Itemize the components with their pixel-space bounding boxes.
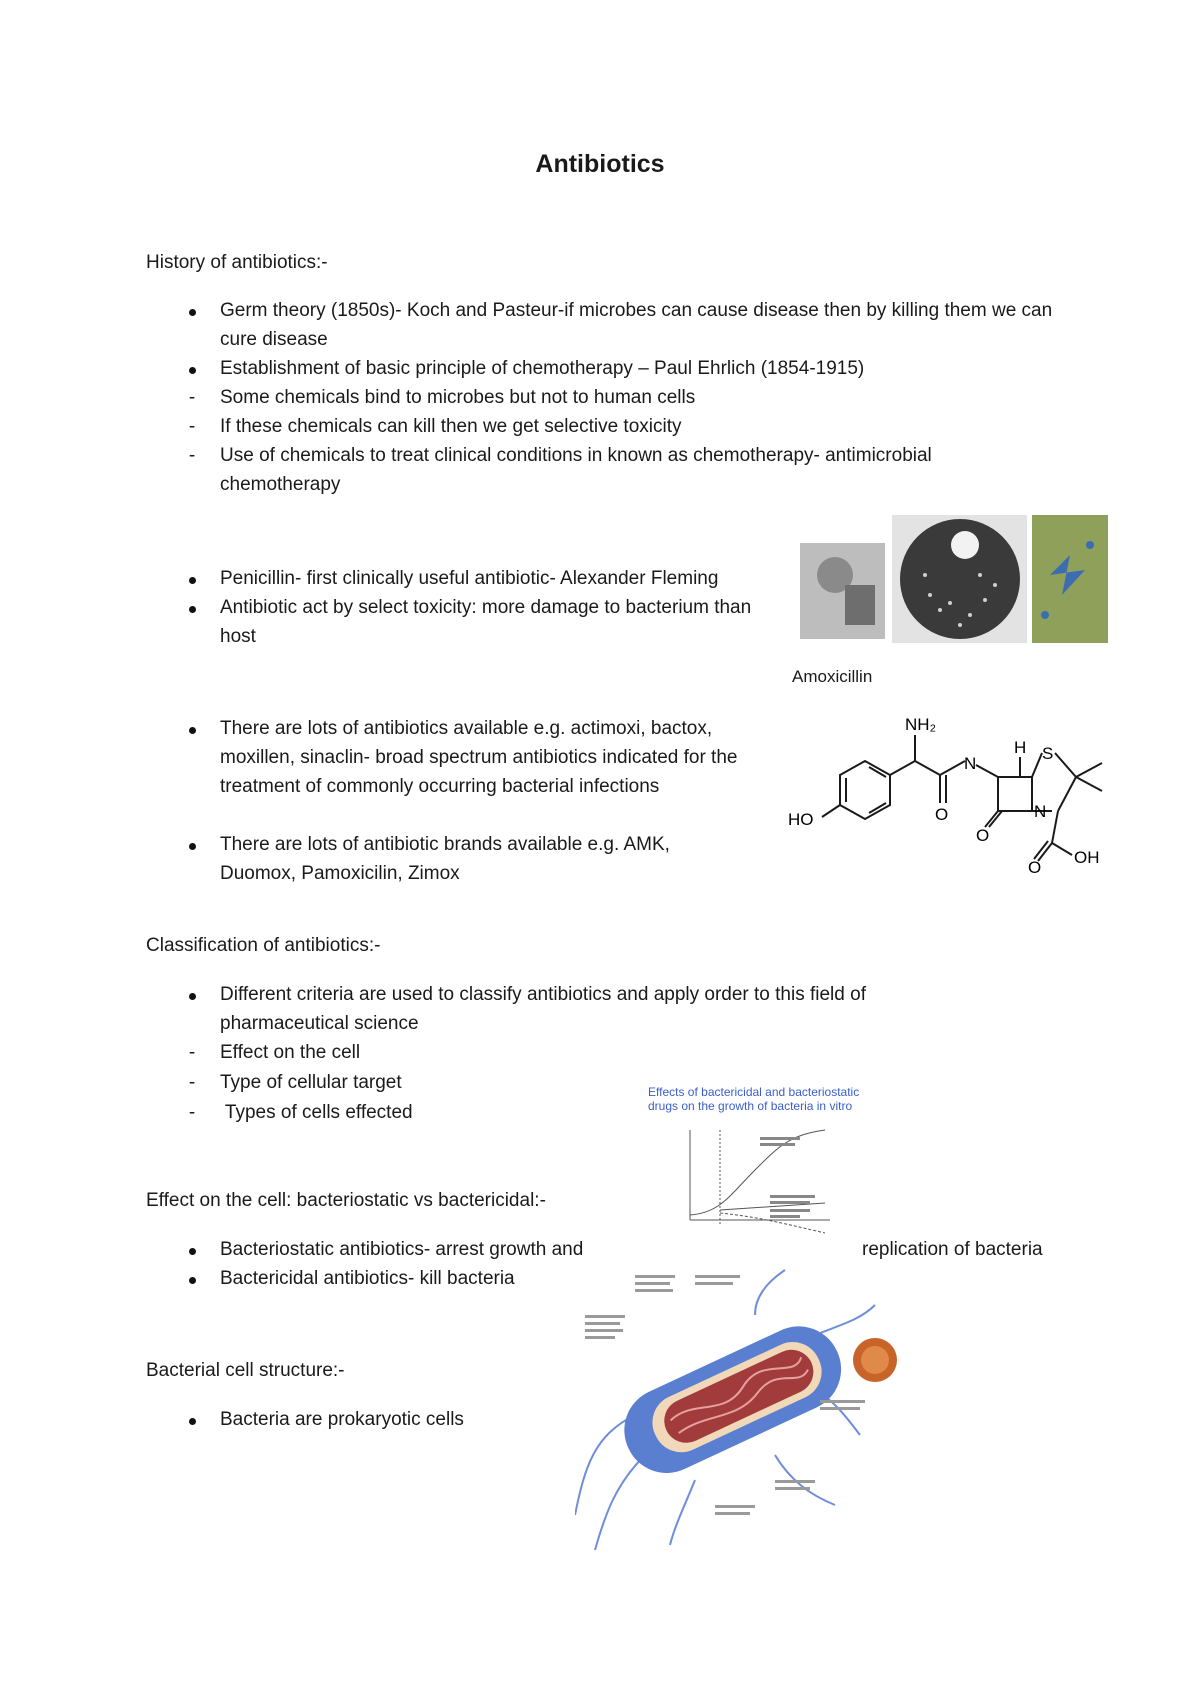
carboxyl-o-label: O	[1028, 858, 1042, 875]
bacterial-cell-figure	[575, 1265, 905, 1555]
growth-chart-plot	[680, 1125, 840, 1240]
hydroxyl-label: HO	[788, 810, 814, 829]
section-heading-history: History of antibiotics:-	[146, 252, 328, 273]
bullet-marker	[182, 593, 202, 622]
amoxicillin-caption: Amoxicillin	[792, 667, 873, 686]
bullet-marker	[182, 564, 202, 593]
bacterial-cell-diagram	[575, 1265, 905, 1555]
penicillin-figure	[800, 515, 1108, 643]
bullet-marker	[182, 980, 202, 1009]
bullet-marker	[182, 714, 202, 743]
bullet-marker	[182, 1235, 202, 1264]
growth-chart-caption-line2: drugs on the growth of bacteria in vitro	[648, 1099, 853, 1113]
nh2-label: NH₂	[905, 715, 937, 734]
bullet-marker	[182, 1405, 202, 1434]
amide-n-label: N	[964, 754, 977, 773]
dash-marker: -	[188, 1102, 196, 1123]
dash-marker: -	[188, 1042, 196, 1063]
lactam-o-label: O	[976, 826, 990, 845]
dash-marker: -	[188, 445, 196, 466]
dash-marker: -	[188, 416, 196, 437]
growth-chart-figure	[640, 1085, 880, 1240]
carboxyl-oh-label: OH	[1074, 848, 1100, 867]
bullet-marker	[182, 830, 202, 859]
dash-marker: -	[188, 387, 196, 408]
sulfur-label: S	[1042, 744, 1054, 763]
text-continuation: replication of bacteria	[862, 1239, 1043, 1260]
page-title: Antibiotics	[535, 150, 665, 178]
growth-chart-caption-line1: Effects of bactericidal and bacteriostatic	[648, 1085, 860, 1099]
ring-n-label: N	[1034, 802, 1047, 821]
dash-marker: -	[188, 1072, 196, 1093]
penicillin-photo-composite	[800, 515, 1108, 643]
amoxicillin-structure	[780, 665, 1120, 875]
section-heading-effect: Effect on the cell: bacteriostatic vs bactericidal:-	[146, 1190, 546, 1211]
h-label: H	[1014, 738, 1027, 757]
amoxicillin-figure	[780, 665, 1120, 875]
bullet-marker	[182, 354, 202, 383]
bullet-marker	[182, 1264, 202, 1293]
section-heading-classification: Classification of antibiotics:-	[146, 935, 381, 956]
carbonyl-o-label: O	[935, 805, 949, 824]
section-heading-structure: Bacterial cell structure:-	[146, 1360, 345, 1381]
bullet-marker	[182, 296, 202, 325]
